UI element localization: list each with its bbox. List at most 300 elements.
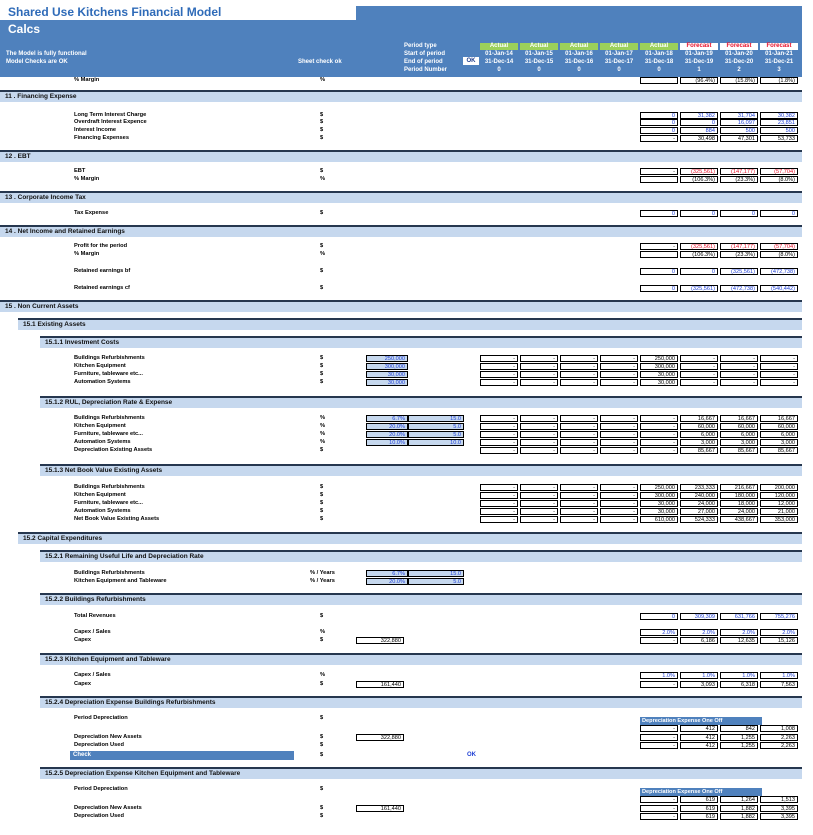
rul-3-val-0: - (480, 439, 518, 446)
inv-input-2: 30,000 (366, 371, 408, 378)
period-type-1: Actual (520, 43, 558, 50)
nbv-label-4: Net Book Value Existing Assets (74, 516, 160, 522)
rul-1-val-2: - (560, 423, 598, 430)
row-label-4: Financing Expenses (74, 135, 129, 141)
header-label-period-type: Period type (404, 43, 437, 49)
nbv-2-val-0: - (480, 500, 518, 507)
nbv-3-val-4: 30,000 (640, 508, 678, 515)
period-end-0: 31-Dec-14 (484, 59, 514, 65)
section-header-12 (40, 653, 802, 665)
rul-0-val-4: - (640, 415, 678, 422)
inv-1-val-1: - (520, 363, 558, 370)
rul-unit-0: % (320, 415, 326, 421)
period-number-0: 0 (497, 67, 501, 73)
row-7-val-4: 0 (640, 210, 678, 217)
rul-1-val-7: 60,000 (760, 423, 798, 430)
nbv-4-val-5: 524,333 (680, 516, 718, 523)
inv-3-val-3: - (600, 379, 638, 386)
dep_k-new-1: 619 (680, 805, 718, 812)
rul-2-val-6: 6,000 (720, 431, 758, 438)
inv-1-val-3: - (600, 363, 638, 370)
row-7-val-7: 0 (760, 210, 798, 217)
period-start-3: 01-Jan-17 (605, 51, 633, 57)
row-8-val-5: (325,561) (680, 243, 718, 250)
dep_b-new-1: 412 (680, 734, 718, 741)
rul-in2-1: 5.0 (408, 423, 464, 430)
period-number-6: 2 (737, 67, 741, 73)
nbv-4-val-6: 438,667 (720, 516, 758, 523)
check-row (70, 751, 294, 760)
nbv-4-val-2: - (560, 516, 598, 523)
dep_k-period-2: 1,264 (720, 796, 758, 803)
dep_b-new-3: 2,263 (760, 734, 798, 741)
bref-capex-input: 322,880 (356, 637, 404, 644)
nbv-2-val-1: - (520, 500, 558, 507)
section-title-7: 15.1.2 RUL, Depreciation Rate & Expense (45, 399, 173, 406)
row-7-val-6: 0 (720, 210, 758, 217)
kit-capex-3: 7,563 (760, 681, 798, 688)
kit-capex-input: 161,440 (356, 681, 404, 688)
rul-0-val-7: 16,667 (760, 415, 798, 422)
row-4-val-7: 53,733 (760, 135, 798, 142)
dep_b-new-2: 1,255 (720, 734, 758, 741)
section-header-2 (0, 191, 802, 203)
rul-4-val-6: 85,667 (720, 447, 758, 454)
row-2-val-4: 0 (640, 119, 678, 126)
nbv-unit-3: $ (320, 508, 324, 514)
row-10-val-4: 0 (640, 268, 678, 275)
period-start-5: 01-Jan-19 (685, 51, 713, 57)
row-0-val-7: (1.8%) (760, 77, 798, 84)
nbv-0-val-7: 200,000 (760, 484, 798, 491)
kit-capex-unit: $ (320, 681, 324, 687)
nbv-4-val-1: - (520, 516, 558, 523)
inv-2-val-4: 30,000 (640, 371, 678, 378)
inv-0-val-0: - (480, 355, 518, 362)
row-8-val-6: (147,177) (720, 243, 758, 250)
row-unit-3: $ (320, 127, 324, 133)
dep_k-new-input: 161,440 (356, 805, 404, 812)
nbv-1-val-7: 120,000 (760, 492, 798, 499)
inv-1-val-6: - (720, 363, 758, 370)
section-title-0: 11 . Financing Expense (5, 93, 77, 100)
row-4-val-4: - (640, 135, 678, 142)
row-10-val-7: (472,738) (760, 268, 798, 275)
nbv-0-val-3: - (600, 484, 638, 491)
dep_k-new-0: - (640, 805, 678, 812)
section-title-9: 15.2 Capital Expenditures (23, 535, 103, 542)
inv-2-val-7: - (760, 371, 798, 378)
rem-in2-1: 5.0 (408, 578, 464, 585)
dep_k-new-3: 3,395 (760, 805, 798, 812)
section-header-3 (0, 225, 802, 237)
section-title-13: 15.2.4 Depreciation Expense Buildings Refurbishments (45, 699, 216, 706)
nbv-4-val-0: - (480, 516, 518, 523)
inv-1-val-4: 300,000 (640, 363, 678, 370)
nbv-1-val-3: - (600, 492, 638, 499)
bref-rev-2: 631,766 (720, 613, 758, 620)
row-11-val-5: (325,561) (680, 285, 718, 292)
rul-unit-4: $ (320, 447, 324, 453)
section-title-4: 15 . Non Current Assets (5, 303, 79, 310)
row-1-val-6: 31,704 (720, 112, 758, 119)
rul-2-val-0: - (480, 431, 518, 438)
row-2-val-7: 23,851 (760, 119, 798, 126)
nbv-3-val-6: 24,000 (720, 508, 758, 515)
bref-capex-0: - (640, 637, 678, 644)
rem-in1-1: 20.0% (366, 578, 408, 585)
nbv-unit-1: $ (320, 492, 324, 498)
inv-2-val-5: - (680, 371, 718, 378)
inv-2-val-2: - (560, 371, 598, 378)
row-2-val-5: 0 (680, 119, 718, 126)
rul-in2-2: 5.0 (408, 431, 464, 438)
row-3-val-7: 500 (760, 127, 798, 134)
rul-2-val-2: - (560, 431, 598, 438)
inv-unit-3: $ (320, 379, 324, 385)
row-6-val-6: (23.3%) (720, 176, 758, 183)
row-unit-6: % (320, 176, 326, 182)
period-type-4: Actual (640, 43, 678, 50)
inv-1-val-2: - (560, 363, 598, 370)
section-title-10: 15.2.1 Remaining Useful Life and Depreciation Rate (45, 553, 204, 560)
nbv-2-val-6: 18,000 (720, 500, 758, 507)
row-unit-9: % (320, 251, 326, 257)
period-number-1: 0 (537, 67, 541, 73)
kit-capex-2: 6,318 (720, 681, 758, 688)
dep_b-period-0: - (640, 725, 678, 732)
bref-rev-3: 755,276 (760, 613, 798, 620)
row-2-val-6: 16,097 (720, 119, 758, 126)
dep_b-period-1: 412 (680, 725, 718, 732)
inv-0-val-4: 250,000 (640, 355, 678, 362)
nbv-4-val-4: 610,000 (640, 516, 678, 523)
section-title-6: 15.1.1 Investment Costs (45, 339, 120, 346)
period-number-2: 0 (577, 67, 581, 73)
section-header-14 (40, 767, 802, 779)
nbv-0-val-2: - (560, 484, 598, 491)
rul-3-val-3: - (600, 439, 638, 446)
rul-1-val-4: - (640, 423, 678, 430)
nbv-1-val-0: - (480, 492, 518, 499)
row-label-11: Retained earnings cf (74, 285, 130, 291)
rul-in2-0: 15.0 (408, 415, 464, 422)
row-0-val-5: (96.4%) (680, 77, 718, 84)
rul-unit-3: % (320, 439, 326, 445)
rul-0-val-1: - (520, 415, 558, 422)
kit-capex-0: - (640, 681, 678, 688)
rul-3-val-4: - (640, 439, 678, 446)
nbv-3-val-5: 27,000 (680, 508, 718, 515)
section-header-9 (18, 532, 802, 544)
section-title-12: 15.2.3 Kitchen Equipment and Tableware (45, 656, 171, 663)
rul-label-3: Automation Systems (74, 439, 131, 445)
rul-1-val-3: - (600, 423, 638, 430)
dep_k-used-1: 619 (680, 813, 718, 820)
rul-2-val-5: 6,000 (680, 431, 718, 438)
section-header-6 (40, 336, 802, 348)
inv-2-val-0: - (480, 371, 518, 378)
row-11-val-4: 0 (640, 285, 678, 292)
period-type-6: Forecast (720, 43, 758, 50)
period-start-0: 01-Jan-14 (485, 51, 513, 57)
nbv-unit-4: $ (320, 516, 324, 522)
nbv-2-val-5: 24,000 (680, 500, 718, 507)
kit-cs-unit: % (320, 672, 326, 678)
header-label-start: Start of period (404, 51, 446, 57)
inv-unit-0: $ (320, 355, 324, 361)
bref-capex-unit: $ (320, 637, 324, 643)
dep_b-period-2: 842 (720, 725, 758, 732)
period-number-3: 0 (617, 67, 621, 73)
rul-in1-2: 20.0% (366, 431, 408, 438)
sheet-title: Calcs (8, 22, 41, 36)
rul-in1-0: 6.7% (366, 415, 408, 422)
nbv-3-val-0: - (480, 508, 518, 515)
row-unit-11: $ (320, 285, 324, 291)
dep_k-period-3: 1,513 (760, 796, 798, 803)
rem-unit-0: % / Years (310, 570, 335, 576)
period-start-7: 01-Jan-21 (765, 51, 793, 57)
row-unit-10: $ (320, 268, 324, 274)
kit-cs-0: 1.0% (640, 672, 678, 679)
bref-capex-3: 15,126 (760, 637, 798, 644)
dep_k-oneoff-header: Depreciation Expense One Off (640, 788, 762, 796)
section-header-13 (40, 696, 802, 708)
row-unit-7: $ (320, 210, 324, 216)
row-9-val-5: (106.3%) (680, 251, 718, 258)
row-1-val-4: 0 (640, 112, 678, 119)
row-8-val-7: (57,704) (760, 243, 798, 250)
header-ok-badge: OK (463, 57, 479, 65)
bref-capex-2: 12,635 (720, 637, 758, 644)
nbv-4-val-3: - (600, 516, 638, 523)
rul-0-val-3: - (600, 415, 638, 422)
nbv-label-0: Buildings Refurbishments (74, 484, 145, 490)
check-label: Check (73, 752, 92, 758)
period-start-4: 01-Jan-18 (645, 51, 673, 57)
dep_b-used-label: Depreciation Used (74, 742, 124, 748)
bref-cs-3: 2.0% (760, 629, 798, 636)
model-note-functional: The Model is fully functional (6, 51, 87, 57)
check-unit: $ (320, 752, 324, 758)
period-end-5: 31-Dec-19 (684, 59, 714, 65)
nbv-label-2: Furniture, tableware etc... (74, 500, 143, 506)
row-4-val-5: 30,498 (680, 135, 718, 142)
bref-cs-1: 2.0% (680, 629, 718, 636)
nbv-4-val-7: 353,000 (760, 516, 798, 523)
nbv-0-val-4: 250,000 (640, 484, 678, 491)
nbv-3-val-7: 21,000 (760, 508, 798, 515)
inv-input-0: 250,000 (366, 355, 408, 362)
kit-cs-2: 1.0% (720, 672, 758, 679)
rul-4-val-3: - (600, 447, 638, 454)
dep_b-new-input: 322,880 (356, 734, 404, 741)
row-5-val-5: (325,561) (680, 168, 718, 175)
rul-label-4: Depreciation Existing Assets (74, 447, 153, 453)
inv-0-val-1: - (520, 355, 558, 362)
row-6-val-7: (8.0%) (760, 176, 798, 183)
kit-cs-1: 1.0% (680, 672, 718, 679)
rul-2-val-1: - (520, 431, 558, 438)
nbv-unit-2: $ (320, 500, 324, 506)
period-type-3: Actual (600, 43, 638, 50)
row-8-val-4: - (640, 243, 678, 250)
inv-0-val-2: - (560, 355, 598, 362)
nbv-unit-0: $ (320, 484, 324, 490)
row-1-val-7: 30,382 (760, 112, 798, 119)
rul-3-val-6: 3,000 (720, 439, 758, 446)
dep_k-used-0: - (640, 813, 678, 820)
inv-3-val-2: - (560, 379, 598, 386)
row-label-3: Interest Income (74, 127, 117, 133)
section-title-8: 15.1.3 Net Book Value Existing Assets (45, 467, 163, 474)
model-note-checks: Model Checks are OK (6, 59, 68, 65)
nbv-3-val-3: - (600, 508, 638, 515)
nbv-0-val-5: 233,333 (680, 484, 718, 491)
dep_b-used-2: 1,255 (720, 742, 758, 749)
dep_k-used-2: 1,882 (720, 813, 758, 820)
period-end-4: 31-Dec-18 (644, 59, 674, 65)
row-label-2: Overdraft Interest Expence (74, 119, 147, 125)
row-unit-5: $ (320, 168, 324, 174)
row-10-val-6: (325,561) (720, 268, 758, 275)
row-5-val-7: (57,704) (760, 168, 798, 175)
inv-unit-1: $ (320, 363, 324, 369)
inv-3-val-1: - (520, 379, 558, 386)
row-5-val-6: (147,177) (720, 168, 758, 175)
row-11-val-7: (540,442) (760, 285, 798, 292)
dep_b-used-1: 412 (680, 742, 718, 749)
bref-cs-0: 2.0% (640, 629, 678, 636)
period-end-7: 31-Dec-21 (764, 59, 794, 65)
bref-rev-1: 309,309 (680, 613, 718, 620)
row-9-val-4 (640, 251, 678, 258)
rul-4-val-0: - (480, 447, 518, 454)
nbv-1-val-4: 300,000 (640, 492, 678, 499)
section-header-7 (40, 396, 802, 408)
inv-0-val-7: - (760, 355, 798, 362)
section-header-5 (18, 318, 802, 330)
row-11-val-6: (472,738) (720, 285, 758, 292)
section-header-11 (40, 593, 802, 605)
nbv-1-val-6: 180,000 (720, 492, 758, 499)
row-label-10: Retained earnings bf (74, 268, 131, 274)
inv-3-val-4: 30,000 (640, 379, 678, 386)
nbv-0-val-1: - (520, 484, 558, 491)
nbv-1-val-2: - (560, 492, 598, 499)
kit-cs-3: 1.0% (760, 672, 798, 679)
inv-3-val-7: - (760, 379, 798, 386)
row-6-val-4 (640, 176, 678, 183)
section-title-14: 15.2.5 Depreciation Expense Kitchen Equipment and Tableware (45, 770, 241, 777)
rul-1-val-6: 60,000 (720, 423, 758, 430)
inv-1-val-7: - (760, 363, 798, 370)
kit-capex-label: Capex (74, 681, 92, 687)
row-0-val-4 (640, 77, 678, 84)
check-ok: OK (467, 752, 476, 758)
section-header-1 (0, 150, 802, 162)
section-title-5: 15.1 Existing Assets (23, 321, 86, 328)
dep_k-period-0: - (640, 796, 678, 803)
nbv-0-val-6: 216,667 (720, 484, 758, 491)
section-header-10 (40, 550, 802, 562)
dep_k-used-label: Depreciation Used (74, 813, 124, 819)
rul-unit-1: % (320, 423, 326, 429)
row-3-val-6: 500 (720, 127, 758, 134)
period-type-0: Actual (480, 43, 518, 50)
rul-3-val-7: 3,000 (760, 439, 798, 446)
nbv-2-val-4: 30,000 (640, 500, 678, 507)
section-header-0 (0, 90, 802, 102)
row-9-val-7: (8.0%) (760, 251, 798, 258)
inv-2-val-1: - (520, 371, 558, 378)
row-label-0: % Margin (74, 77, 100, 83)
period-start-6: 01-Jan-20 (725, 51, 753, 57)
rul-0-val-5: 16,667 (680, 415, 718, 422)
inv-0-val-3: - (600, 355, 638, 362)
period-start-1: 01-Jan-15 (525, 51, 553, 57)
header-label-end: End of period (404, 59, 443, 65)
row-1-val-5: 31,382 (680, 112, 718, 119)
row-unit-2: $ (320, 119, 324, 125)
rul-4-val-2: - (560, 447, 598, 454)
kit-capex-1: 3,093 (680, 681, 718, 688)
dep_k-new-2: 1,882 (720, 805, 758, 812)
row-6-val-5: (106.3%) (680, 176, 718, 183)
dep_k-used-3: 3,395 (760, 813, 798, 820)
dep_b-new-0: - (640, 734, 678, 741)
rul-4-val-4: - (640, 447, 678, 454)
rul-1-val-5: 60,000 (680, 423, 718, 430)
dep_k-new-label: Depreciation New Assets (74, 805, 142, 811)
bref-rev-0: 0 (640, 613, 678, 620)
period-end-2: 31-Dec-16 (564, 59, 594, 65)
header-band-top (356, 6, 802, 20)
row-label-5: EBT (74, 168, 86, 174)
bref-capex-1: 6,186 (680, 637, 718, 644)
rul-unit-2: % (320, 431, 326, 437)
period-number-4: 0 (657, 67, 661, 73)
kit-cs-label: Capex / Sales (74, 672, 111, 678)
period-end-1: 31-Dec-15 (524, 59, 554, 65)
section-header-8 (40, 464, 802, 476)
inv-label-0: Buildings Refurbishments (74, 355, 145, 361)
bref-rev-unit: $ (320, 613, 324, 619)
nbv-2-val-7: 12,000 (760, 500, 798, 507)
inv-1-val-0: - (480, 363, 518, 370)
rem-label-1: Kitchen Equipment and Tableware (74, 578, 167, 584)
rul-in1-1: 20.0% (366, 423, 408, 430)
row-label-7: Tax Expense (74, 210, 109, 216)
nbv-1-val-5: 240,000 (680, 492, 718, 499)
period-type-5: Forecast (680, 43, 718, 50)
inv-label-2: Furniture, tableware etc... (74, 371, 143, 377)
rul-label-2: Furniture, tableware etc... (74, 431, 143, 437)
period-number-5: 1 (697, 67, 701, 73)
dep_b-new-label: Depreciation New Assets (74, 734, 142, 740)
sheet-check: Sheet check ok (298, 59, 342, 65)
row-9-val-6: (23.3%) (720, 251, 758, 258)
period-number-7: 3 (777, 67, 781, 73)
nbv-2-val-3: - (600, 500, 638, 507)
header-label-number: Period Number (404, 67, 448, 73)
row-label-6: % Margin (74, 176, 100, 182)
inv-input-3: 30,000 (366, 379, 408, 386)
rul-3-val-2: - (560, 439, 598, 446)
period-end-6: 31-Dec-20 (724, 59, 754, 65)
inv-label-3: Automation Systems (74, 379, 131, 385)
